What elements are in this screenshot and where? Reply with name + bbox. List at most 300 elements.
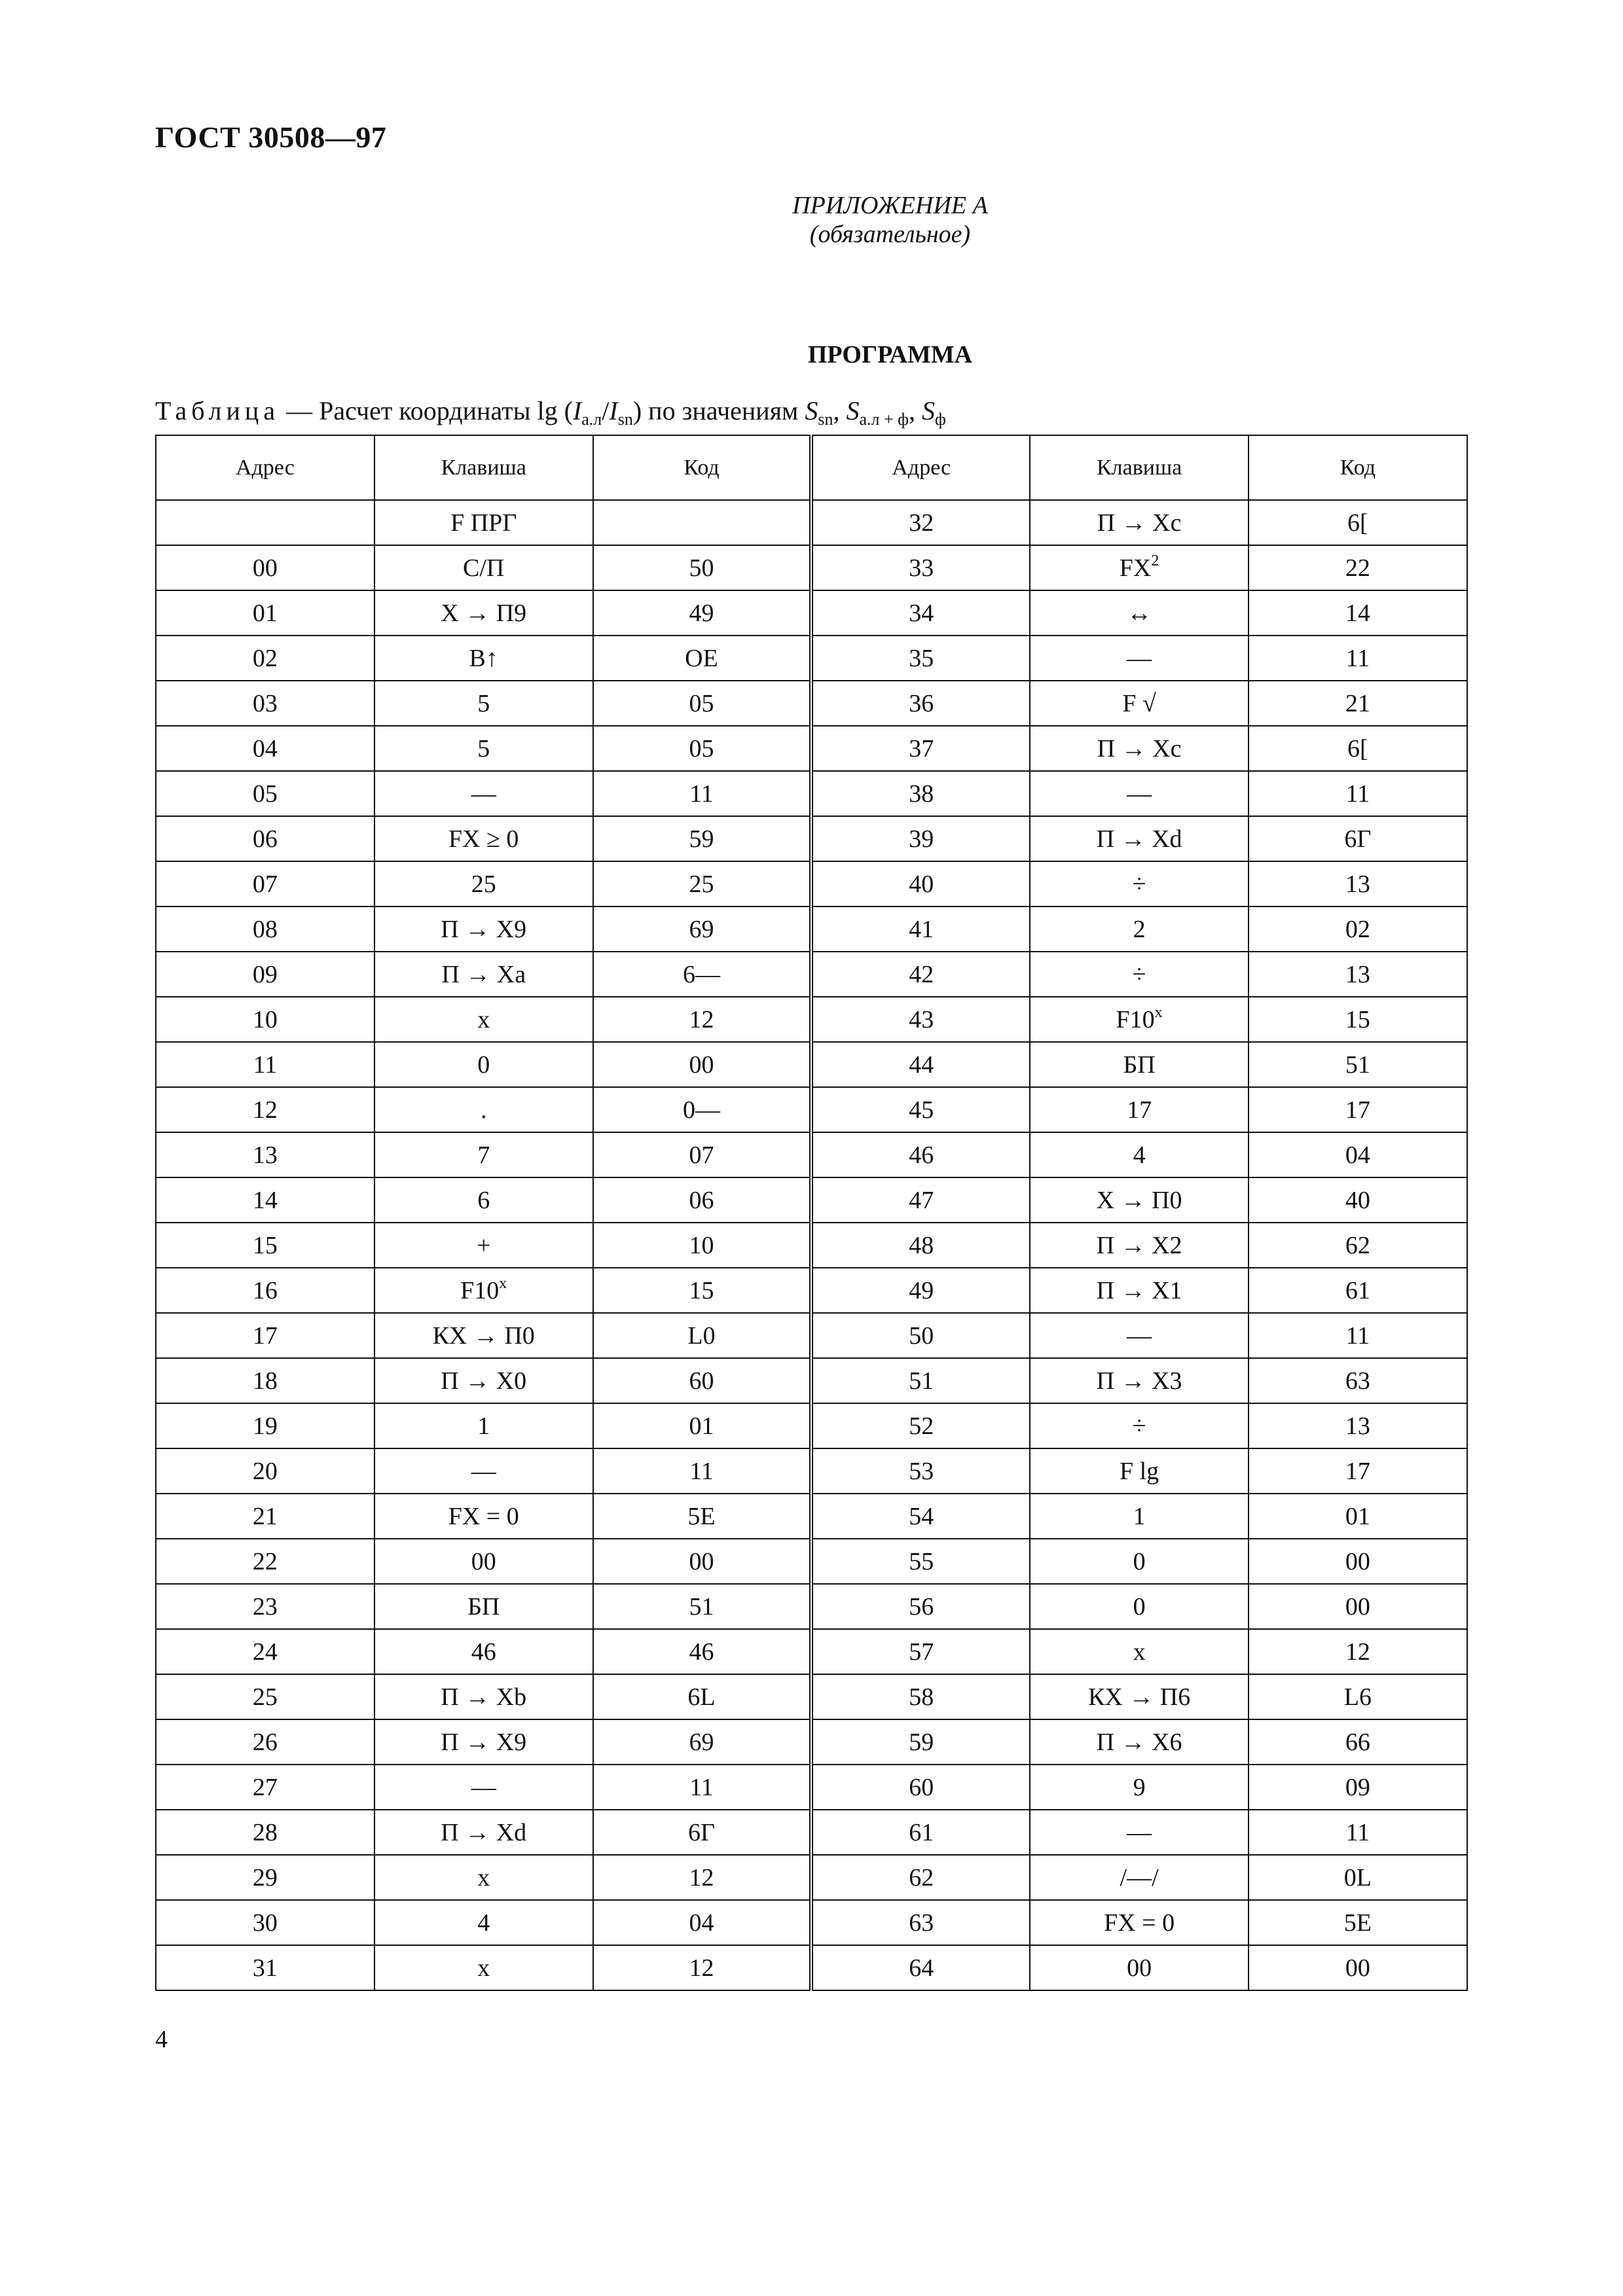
cell-code [593,726,812,771]
cell-code [593,1494,812,1539]
header-code-1: Код [593,435,812,500]
cell-address-text: 25 [252,1683,278,1711]
cell-address [156,1403,374,1448]
cell-key-text: FX ≥ 0 [448,825,519,853]
cell-key-text: X → П9 [441,599,527,627]
cell-address [156,771,374,816]
cell-code [1249,636,1467,681]
cell-code-text: 01 [689,1412,714,1440]
header-address-1: Адрес [156,435,374,500]
cell-address-text: 21 [252,1502,278,1530]
cell-address-text: 50 [909,1321,934,1350]
caption-s1-sub: sn [818,410,833,429]
cell-key-text: 5 [477,689,490,717]
cell-code [1249,1674,1467,1719]
cell-key-text: ÷ [1132,870,1146,898]
cell-address-text: 47 [909,1186,934,1214]
cell-code-text: 02 [1345,915,1370,943]
cell-code [593,1223,812,1268]
cell-key-text: . [480,1096,487,1124]
cell-code-text: 12 [689,1005,714,1033]
caption-var-s3: S [922,396,935,425]
cell-address [156,726,374,771]
cell-code-text: 04 [1345,1141,1370,1169]
caption-var-i2: I [609,396,618,425]
cell-key-text: F lg [1119,1457,1159,1485]
cell-key-text: F √ [1122,689,1156,717]
cell-address-text: 28 [252,1818,278,1846]
cell-address-text: 16 [252,1276,278,1304]
cell-address-text: 35 [909,644,934,672]
table-row [156,1494,1467,1539]
cell-key [374,1313,593,1358]
cell-key [1030,1719,1249,1765]
table-row [156,726,1467,771]
cell-key [374,1042,593,1087]
cell-code [1249,1448,1467,1494]
cell-key-text: П → X1 [1096,1276,1182,1304]
cell-address-text: 62 [909,1863,934,1892]
cell-key-text: П → X0 [441,1367,527,1395]
cell-address-text: 27 [252,1773,278,1801]
cell-code [593,1313,812,1358]
cell-address-text: 33 [909,554,934,582]
cell-address-text: 54 [909,1502,934,1530]
cell-address-text: 56 [909,1592,934,1621]
cell-address [156,1448,374,1494]
cell-key [374,816,593,861]
cell-code [1249,1268,1467,1313]
cell-code-text: 05 [689,689,714,717]
cell-key-text: 0 [1133,1592,1146,1621]
cell-key-text: x [477,1954,490,1982]
cell-code-text: 00 [689,1050,714,1079]
cell-code-text: 14 [1345,599,1370,627]
cell-key-text: ÷ [1132,960,1146,988]
cell-address-text: 46 [909,1141,934,1169]
cell-key [1030,1087,1249,1132]
cell-code [593,1765,812,1810]
cell-code-text: 22 [1345,554,1370,582]
cell-address-text: 63 [909,1909,934,1937]
cell-key-text: 2 [1133,915,1146,943]
cell-code-text: 10 [689,1231,714,1259]
cell-key-text: П → X3 [1096,1367,1182,1395]
cell-address [156,1629,374,1674]
cell-key-text: 5 [477,734,490,762]
cell-key-text: П → Xb [441,1683,527,1711]
cell-key [1030,500,1249,545]
cell-address-text: 43 [909,1005,934,1033]
cell-code-text: 15 [689,1276,714,1304]
section-title: ПРОГРАММА [807,341,973,368]
cell-code-text: 6[ [1347,734,1368,762]
cell-key [374,1494,593,1539]
cell-code [1249,1403,1467,1448]
cell-key-text: С/П [463,554,505,582]
cell-address [811,1358,1030,1403]
cell-address [811,1719,1030,1765]
cell-key [374,1584,593,1629]
caption-var-s2: S [846,396,860,425]
cell-code [1249,997,1467,1042]
cell-key-text: — [1127,644,1152,672]
cell-address [156,1855,374,1900]
cell-key [374,545,593,590]
cell-code-text: 11 [689,1457,714,1485]
cell-address-text: 17 [252,1321,278,1350]
cell-code [593,1177,812,1223]
cell-key [1030,1855,1249,1900]
cell-address-text: 04 [252,734,278,762]
cell-address-text: 26 [252,1728,278,1756]
table-row [156,1674,1467,1719]
cell-key [1030,816,1249,861]
cell-code-text: 59 [689,825,714,853]
caption-sub-2: sn [617,410,633,429]
cell-key [1030,1132,1249,1177]
cell-code [593,1087,812,1132]
cell-key-text: П → Xd [441,1818,527,1846]
cell-address-text: 59 [909,1728,934,1756]
cell-address [156,1765,374,1810]
cell-code [1249,1765,1467,1810]
cell-address [156,952,374,997]
caption-text: — Расчет координаты lg ( [280,396,573,425]
cell-code [593,1719,812,1765]
table-row [156,545,1467,590]
cell-address-text: 41 [909,915,934,943]
cell-address [811,1629,1030,1674]
cell-key-text: 17 [1127,1096,1152,1124]
cell-address [156,861,374,906]
cell-code [593,771,812,816]
table-row [156,1719,1467,1765]
caption-s2-sub: а.л + ф [859,410,909,429]
cell-code [1249,1087,1467,1132]
cell-address-text: 02 [252,644,278,672]
table-row [156,681,1467,726]
cell-key [374,590,593,636]
cell-code [593,952,812,997]
cell-address [811,1132,1030,1177]
cell-key [1030,771,1249,816]
table-row [156,861,1467,906]
cell-address [156,1268,374,1313]
cell-code-text: 11 [1345,1321,1370,1350]
cell-key-text: ↔ [1127,599,1152,627]
table-row [156,1403,1467,1448]
cell-key-text: П → Xc [1097,509,1182,537]
cell-address-text: 08 [252,915,278,943]
cell-address [156,545,374,590]
cell-key [374,1674,593,1719]
cell-address-text: 31 [252,1954,278,1982]
cell-key [1030,1177,1249,1223]
cell-code-text: 01 [1345,1502,1370,1530]
table-caption [155,395,946,429]
cell-key-text: 1 [477,1412,490,1440]
cell-code [593,681,812,726]
appendix-title: ПРИЛОЖЕНИЕ А [792,192,988,219]
cell-code [593,1945,812,1990]
cell-key-text: + [476,1231,491,1259]
cell-address-text: 42 [909,960,934,988]
cell-code-text: 00 [1345,1547,1370,1575]
header-address-2: Адрес [811,435,1030,500]
cell-key-text: КX → П6 [1087,1683,1191,1711]
cell-code [1249,545,1467,590]
cell-key [1030,1042,1249,1087]
cell-code [593,906,812,952]
cell-address [811,1494,1030,1539]
cell-code [1249,1719,1467,1765]
cell-key-text: 1 [1133,1502,1146,1530]
cell-address [811,952,1030,997]
cell-code-text: 13 [1345,1412,1370,1440]
cell-key-text: 0 [477,1050,490,1079]
table-header-row [156,435,1467,500]
cell-key [1030,590,1249,636]
cell-address [156,1177,374,1223]
cell-key [374,1539,593,1584]
cell-address [811,816,1030,861]
cell-key [1030,1268,1249,1313]
cell-code [1249,1900,1467,1945]
cell-key [374,1087,593,1132]
header-key-2: Клавиша [1030,435,1249,500]
cell-key-text: — [471,1773,496,1801]
table-row [156,1358,1467,1403]
caption-var-s1: S [805,396,818,425]
table-row [156,1448,1467,1494]
cell-address [156,590,374,636]
cell-code [593,816,812,861]
caption-var-i1: I [572,396,582,425]
caption-comma-2: , [909,396,922,425]
cell-code-text: 11 [1345,1818,1370,1846]
cell-code [593,861,812,906]
cell-key-text: — [1127,1818,1152,1846]
cell-address [156,500,374,545]
cell-key [1030,952,1249,997]
superscript: x [499,1274,507,1292]
cell-address-text: 49 [909,1276,934,1304]
cell-address [811,997,1030,1042]
cell-code-text: 11 [689,780,714,808]
cell-code [593,1268,812,1313]
cell-key [1030,1223,1249,1268]
cell-key-text: П → X9 [441,1728,527,1756]
cell-address [156,1313,374,1358]
cell-code [593,1539,812,1584]
cell-code-text: 00 [1345,1592,1370,1621]
cell-code-text: 04 [689,1909,714,1937]
cell-code [1249,1494,1467,1539]
cell-address [156,1358,374,1403]
cell-code-text: 63 [1345,1367,1370,1395]
table-row [156,816,1467,861]
cell-key-text: — [471,1457,496,1485]
cell-address [811,1313,1030,1358]
cell-address-text: 18 [252,1367,278,1395]
cell-address-text: 05 [252,780,278,808]
cell-address-text: 64 [909,1954,934,1982]
cell-address-text: 60 [909,1773,934,1801]
table-row [156,1629,1467,1674]
cell-code-text: 25 [689,870,714,898]
cell-address-text: 34 [909,599,934,627]
superscript: x [1154,1003,1163,1021]
cell-address-text: 52 [909,1412,934,1440]
cell-address [156,1539,374,1584]
cell-key-text: 00 [1127,1954,1152,1982]
cell-address [811,771,1030,816]
cell-code-text: 62 [1345,1231,1370,1259]
document-code: ГОСТ 30508—97 [155,120,387,154]
cell-key-text: 7 [477,1141,490,1169]
cell-key [1030,1494,1249,1539]
cell-code [593,1584,812,1629]
cell-key [374,861,593,906]
program-table [155,435,1468,1991]
cell-address [811,906,1030,952]
cell-address-text: 29 [252,1863,278,1892]
table-row [156,1268,1467,1313]
cell-code-text: 0L [1343,1863,1372,1892]
cell-code [593,1042,812,1087]
cell-key [374,1358,593,1403]
cell-key-text: П → Xc [1097,734,1182,762]
cell-key [374,500,593,545]
cell-key [1030,1765,1249,1810]
cell-key-text: x [1133,1638,1146,1666]
cell-code [593,1358,812,1403]
cell-key [374,1719,593,1765]
cell-key-text: F ПРГ [450,509,517,537]
cell-code-text: L6 [1343,1683,1372,1711]
cell-code-text: 66 [1345,1728,1370,1756]
cell-key-text: БП [467,1592,500,1621]
cell-code-text: 21 [1345,689,1370,717]
cell-address-text: 58 [909,1683,934,1711]
cell-key-text: 0 [1133,1547,1146,1575]
cell-key [1030,1629,1249,1674]
cell-key [1030,1403,1249,1448]
table-row [156,952,1467,997]
cell-key [1030,1448,1249,1494]
cell-code-text: 12 [1345,1638,1370,1666]
caption-s3-sub: ф [935,410,946,429]
cell-address-text: 57 [909,1638,934,1666]
cell-code [1249,1810,1467,1855]
cell-key [1030,906,1249,952]
cell-address-text: 44 [909,1050,934,1079]
table-row [156,1855,1467,1900]
cell-key [374,1132,593,1177]
cell-code-text: 11 [1345,780,1370,808]
cell-code-text: 12 [689,1863,714,1892]
cell-key-text: 6 [477,1186,490,1214]
cell-code [1249,771,1467,816]
cell-code-text: 69 [689,915,714,943]
cell-code-text: 69 [689,1728,714,1756]
header-key-1: Клавиша [374,435,593,500]
cell-code [593,1900,812,1945]
cell-code [1249,1945,1467,1990]
cell-key-text: В↑ [469,644,498,672]
cell-address [811,1900,1030,1945]
cell-key [374,726,593,771]
caption-mid: ) по значениям [632,396,805,425]
cell-key [374,1900,593,1945]
cell-key-text: БП [1123,1050,1156,1079]
cell-code-text: 6Г [1344,825,1372,853]
cell-key [374,906,593,952]
cell-key [374,1223,593,1268]
cell-key-text: П → Xd [1096,825,1182,853]
cell-code-text: 46 [689,1638,714,1666]
cell-address-text: 51 [909,1367,934,1395]
cell-address-text: 38 [909,780,934,808]
cell-key-text: F10 [460,1276,500,1304]
cell-key-text: FX [1119,554,1152,582]
cell-address-text: 61 [909,1818,934,1846]
cell-address-text: 45 [909,1096,934,1124]
cell-key-text: — [1127,1321,1152,1350]
cell-address [811,1403,1030,1448]
cell-code-text: 13 [1345,870,1370,898]
table-row [156,906,1467,952]
cell-code [593,1448,812,1494]
cell-address [156,1900,374,1945]
cell-key [374,771,593,816]
cell-code [1249,1313,1467,1358]
cell-address-text: 03 [252,689,278,717]
caption-comma-1: , [833,396,847,425]
cell-key-text: П → X6 [1096,1728,1182,1756]
table-row [156,1765,1467,1810]
cell-key-text: 00 [471,1547,496,1575]
cell-key-text: 4 [477,1909,490,1937]
cell-code [1249,1539,1467,1584]
table-row [156,1223,1467,1268]
cell-key-text: 9 [1133,1773,1146,1801]
table-row [156,1177,1467,1223]
appendix-subtitle: (обязательное) [809,221,971,248]
cell-code-text: ОЕ [685,644,718,672]
cell-address-text: 53 [909,1457,934,1485]
cell-code-text: 60 [689,1367,714,1395]
cell-address-text: 13 [252,1141,278,1169]
cell-code-text: 49 [689,599,714,627]
cell-code-text: 13 [1345,960,1370,988]
cell-code-text: 51 [689,1592,714,1621]
cell-address-text: 22 [252,1547,278,1575]
cell-address-text: 06 [252,825,278,853]
cell-code-text: 5E [1343,1909,1372,1937]
table-row [156,500,1467,545]
cell-key [374,1765,593,1810]
cell-address [811,681,1030,726]
cell-key [1030,1313,1249,1358]
cell-address-text: 07 [252,870,278,898]
cell-code [1249,1358,1467,1403]
cell-address-text: 36 [909,689,934,717]
cell-key-text: П → X9 [441,915,527,943]
cell-code [1249,1177,1467,1223]
cell-key-text: 25 [471,870,496,898]
